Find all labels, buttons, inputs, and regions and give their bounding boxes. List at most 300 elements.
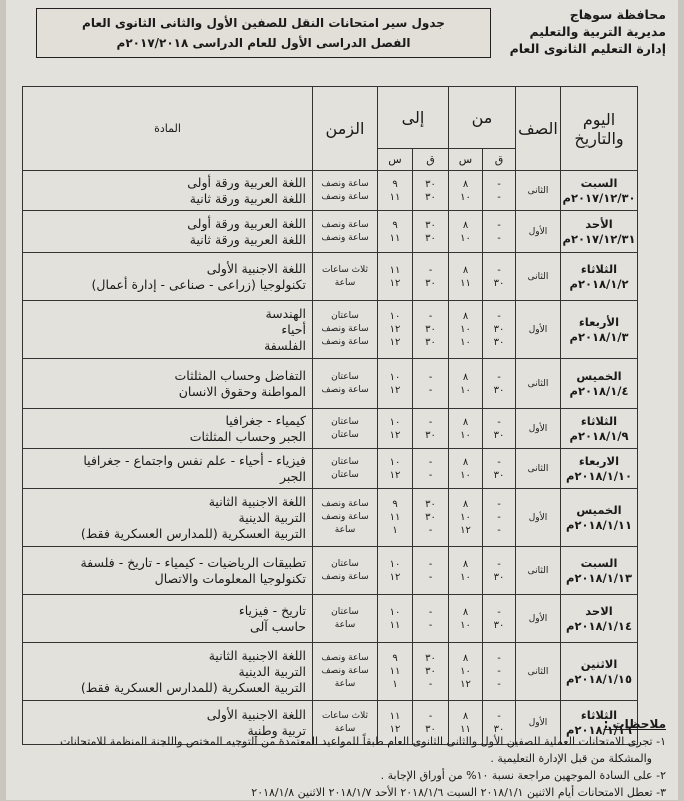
time-value: ٨ bbox=[462, 371, 469, 383]
day-name: السبت bbox=[580, 555, 618, 570]
time-value: ٩ bbox=[392, 499, 398, 510]
from-q-cell bbox=[483, 253, 516, 301]
header-to: إلى bbox=[378, 87, 449, 149]
duration-cell bbox=[313, 449, 378, 489]
from-s-cell bbox=[449, 595, 483, 643]
time-value: ١٢ bbox=[389, 723, 401, 735]
day-name: الاربعاء bbox=[578, 453, 620, 468]
subject-name: فيزياء - أحياء - علم نفس واجتماع - جغرافيا bbox=[83, 452, 306, 468]
subject-cell bbox=[23, 547, 313, 595]
subject-name: تطبيقات الرياضيات - كيمياء - تاريخ - فلسفة bbox=[80, 554, 306, 570]
to-q-cell bbox=[413, 211, 449, 253]
time-value: ٣٠ bbox=[493, 469, 505, 481]
to-q-cell bbox=[413, 409, 449, 449]
to-s-cell bbox=[378, 449, 413, 489]
from-s-cell bbox=[449, 547, 483, 595]
day-date-cell bbox=[561, 489, 638, 547]
to-s-cell bbox=[378, 171, 413, 211]
time-value: ٩ bbox=[392, 178, 398, 190]
duration-cell bbox=[313, 409, 378, 449]
subject-name: تاريخ - فيزياء bbox=[238, 602, 306, 618]
subject-name: الجبر وحساب المثلثات bbox=[189, 428, 306, 444]
grade-cell: الأول bbox=[516, 301, 561, 359]
note-item: ٣- تعطل الامتحانات أيام الاثنين ٢٠١٨/١/١ السبت ٢٠١٨/١/٦ الأحد ٢٠١٨/١/٧ الاثنين ٢٠١٨/١/٨ bbox=[251, 786, 666, 799]
from-q-cell bbox=[483, 171, 516, 211]
grade-cell: الثانى bbox=[516, 449, 561, 489]
time-value: ٣٠ bbox=[493, 723, 505, 735]
day-date-cell bbox=[561, 171, 638, 211]
table-row bbox=[23, 253, 638, 301]
subject-name: التربية العسكرية (للمدارس العسكرية فقط) bbox=[80, 525, 306, 541]
duration: ساعة bbox=[334, 679, 356, 689]
subject-name: اللغة الاجنبية الأولى bbox=[206, 706, 306, 722]
time-value: ١٢ bbox=[389, 469, 401, 481]
exam-date: ٢٠١٨/١/٩م bbox=[569, 428, 629, 443]
time-value: ١٢ bbox=[389, 337, 401, 348]
subject-name: كيمياء - جغرافيا bbox=[225, 412, 306, 428]
from-q-cell bbox=[483, 409, 516, 449]
table-row bbox=[23, 359, 638, 409]
subject-name: تكنولوجيا المعلومات والاتصال bbox=[154, 570, 306, 586]
time-value: ١١ bbox=[460, 723, 471, 735]
time-value: ٣٠ bbox=[425, 723, 436, 735]
from-s-cell bbox=[449, 409, 483, 449]
duration: ساعة ونصف bbox=[321, 232, 369, 243]
subject-name: التفاضل وحساب المثلثات bbox=[174, 367, 306, 383]
subject-name: اللغة العربية ورقة أولى bbox=[187, 174, 306, 190]
from-s-cell bbox=[449, 489, 483, 547]
time-value: ١٠ bbox=[389, 558, 401, 570]
duration: ساعة ونصف bbox=[321, 571, 369, 582]
to-q-cell bbox=[413, 595, 449, 643]
day-name: الثلاثاء bbox=[580, 707, 618, 722]
subject-cell bbox=[23, 595, 313, 643]
from-s-cell bbox=[449, 449, 483, 489]
time-value: - bbox=[497, 666, 501, 677]
time-value: ١٢ bbox=[460, 525, 471, 536]
header-from-q: ق bbox=[483, 149, 516, 171]
directorate-line: مديرية التربية والتعليم bbox=[529, 24, 666, 39]
time-value: ٣٠ bbox=[425, 337, 436, 348]
time-value: ٣٠ bbox=[493, 384, 505, 396]
time-value: - bbox=[497, 178, 501, 190]
from-q-cell bbox=[483, 643, 516, 701]
subject-cell bbox=[23, 643, 313, 701]
header-grade: الصف bbox=[516, 87, 561, 171]
time-value: ١١ bbox=[389, 710, 401, 722]
time-value: - bbox=[428, 710, 433, 722]
time-value: - bbox=[497, 606, 501, 618]
time-value: ٨ bbox=[462, 311, 469, 322]
exam-date: ٢٠١٨/١/١٣م bbox=[566, 570, 632, 585]
time-value: - bbox=[428, 619, 433, 631]
grade-cell: الثانى bbox=[516, 643, 561, 701]
subject-cell bbox=[23, 409, 313, 449]
schedule-table bbox=[22, 86, 638, 745]
time-value: ٣٠ bbox=[493, 337, 505, 348]
time-value: ٨ bbox=[462, 653, 469, 664]
duration: ساعتان bbox=[331, 558, 359, 569]
exam-date: ٢٠١٨/١/١٤م bbox=[566, 618, 632, 633]
time-value: ١٢ bbox=[389, 571, 401, 583]
duration-cell bbox=[313, 643, 378, 701]
to-q-cell bbox=[413, 547, 449, 595]
day-date-cell bbox=[561, 253, 638, 301]
duration: ساعة ونصف bbox=[321, 219, 369, 230]
subject-name: اللغة العربية ورقة ثانية bbox=[189, 231, 306, 247]
duration-cell bbox=[313, 359, 378, 409]
subject-name: الفلسفة bbox=[264, 337, 306, 353]
time-value: ٣٠ bbox=[425, 219, 436, 231]
time-value: - bbox=[497, 191, 501, 203]
subject-name: التربية الدينية bbox=[238, 663, 306, 679]
duration-cell bbox=[313, 489, 378, 547]
day-name: الاحد bbox=[585, 603, 613, 618]
time-value: ١٢ bbox=[389, 277, 401, 289]
from-q-cell bbox=[483, 359, 516, 409]
duration: ساعة bbox=[334, 525, 356, 535]
time-value: ١٠ bbox=[460, 512, 471, 523]
to-s-cell bbox=[378, 211, 413, 253]
time-value: - bbox=[428, 416, 433, 428]
header-from-s: س bbox=[449, 149, 483, 171]
to-s-cell bbox=[378, 643, 413, 701]
time-value: ٣٠ bbox=[493, 429, 505, 441]
subject-name: اللغة الاجنبية الأولى bbox=[206, 260, 306, 276]
notes-heading: ملاحظات : bbox=[603, 717, 666, 731]
day-date-cell bbox=[561, 301, 638, 359]
time-value: ١ bbox=[392, 525, 398, 536]
time-value: - bbox=[497, 499, 501, 510]
time-value: - bbox=[497, 264, 501, 276]
time-value: - bbox=[428, 371, 433, 383]
time-value: ١٠ bbox=[389, 311, 401, 322]
time-value: ١٢ bbox=[389, 384, 401, 396]
time-value: ٣٠ bbox=[493, 571, 505, 583]
subject-name: اللغة العربية ورقة أولى bbox=[187, 215, 306, 231]
time-value: ١١ bbox=[389, 264, 401, 276]
to-q-cell bbox=[413, 643, 449, 701]
time-value: ٣٠ bbox=[425, 191, 436, 203]
from-s-cell bbox=[449, 643, 483, 701]
to-q-cell bbox=[413, 359, 449, 409]
table-row bbox=[23, 595, 638, 643]
time-value: ١٠ bbox=[460, 571, 471, 583]
table-row bbox=[23, 301, 638, 359]
time-value: - bbox=[497, 710, 501, 722]
table-row bbox=[23, 489, 638, 547]
header-to-s: س bbox=[378, 149, 413, 171]
header-time: الزمن bbox=[313, 87, 378, 171]
to-q-cell bbox=[413, 171, 449, 211]
duration: ساعة ونصف bbox=[321, 191, 369, 202]
time-value: ٣٠ bbox=[425, 429, 436, 441]
time-value: ٣٠ bbox=[493, 324, 505, 335]
duration: ساعة ونصف bbox=[321, 384, 369, 395]
day-date-cell bbox=[561, 449, 638, 489]
day-name: الثلاثاء bbox=[580, 413, 618, 428]
duration: ساعة ونصف bbox=[321, 178, 369, 189]
duration: ساعة bbox=[334, 619, 356, 630]
time-value: ٣٠ bbox=[425, 178, 436, 190]
time-value: - bbox=[497, 416, 501, 428]
time-value: - bbox=[428, 469, 433, 481]
duration: ساعة ونصف bbox=[321, 499, 369, 509]
day-name: الثلاثاء bbox=[580, 261, 618, 276]
time-value: ١٢ bbox=[460, 679, 471, 690]
time-value: - bbox=[428, 311, 433, 322]
subject-cell bbox=[23, 449, 313, 489]
from-s-cell bbox=[449, 211, 483, 253]
duration-cell bbox=[313, 211, 378, 253]
notes-section bbox=[16, 716, 666, 801]
time-value: ٣٠ bbox=[425, 653, 436, 664]
title-box bbox=[36, 8, 491, 58]
day-date-cell bbox=[561, 595, 638, 643]
duration: ساعة bbox=[334, 723, 356, 734]
time-value: ١١ bbox=[460, 277, 471, 289]
to-s-cell bbox=[378, 409, 413, 449]
time-value: ١٠ bbox=[389, 606, 401, 618]
from-q-cell bbox=[483, 547, 516, 595]
time-value: ٣٠ bbox=[425, 666, 436, 677]
duration: ثلاث ساعات bbox=[321, 710, 369, 721]
time-value: ٩ bbox=[392, 653, 398, 664]
from-s-cell bbox=[449, 253, 483, 301]
header-to-q: ق bbox=[413, 149, 449, 171]
time-value: ٩ bbox=[392, 219, 398, 231]
time-value: - bbox=[428, 606, 433, 618]
grade-cell: الثانى bbox=[516, 547, 561, 595]
exam-date: ٢٠١٨/١/١٦م bbox=[566, 722, 632, 737]
exam-date: ٢٠١٧/١٢/٣١م bbox=[562, 231, 636, 246]
grade-cell: الثانى bbox=[516, 359, 561, 409]
subject-name: حاسب آلى bbox=[250, 618, 306, 634]
time-value: - bbox=[497, 512, 501, 523]
to-s-cell bbox=[378, 253, 413, 301]
time-value: ١٠ bbox=[460, 666, 471, 677]
duration: ساعتان bbox=[331, 469, 359, 480]
governorate-line: محافظة سوهاج bbox=[569, 7, 666, 22]
time-value: - bbox=[497, 558, 501, 570]
duration: ساعتان bbox=[331, 371, 359, 382]
duration-cell bbox=[313, 171, 378, 211]
duration: ساعتان bbox=[331, 416, 359, 427]
administration-line: إدارة التعليم الثانوى العام bbox=[509, 41, 666, 56]
to-q-cell bbox=[413, 301, 449, 359]
time-value: - bbox=[497, 525, 501, 536]
time-value: ١٠ bbox=[460, 619, 471, 631]
to-q-cell bbox=[413, 449, 449, 489]
page-title: جدول سير امتحانات النقل للصفين الأول والثانى الثانوى العام bbox=[82, 16, 445, 30]
time-value: ٨ bbox=[462, 710, 469, 722]
time-value: - bbox=[428, 558, 433, 570]
time-value: ١٠ bbox=[460, 232, 471, 244]
time-value: - bbox=[497, 371, 501, 383]
duration: ساعتان bbox=[331, 456, 359, 467]
subject-name: الجبر bbox=[279, 468, 306, 484]
time-value: ٣٠ bbox=[425, 512, 436, 523]
to-s-cell bbox=[378, 301, 413, 359]
day-name: الاثنين bbox=[580, 656, 618, 671]
time-value: ١١ bbox=[389, 619, 401, 631]
grade-cell: الأول bbox=[516, 701, 561, 745]
from-q-cell bbox=[483, 301, 516, 359]
exam-date: ٢٠١٨/١/٢م bbox=[569, 276, 629, 291]
day-name: الخميس bbox=[576, 502, 622, 517]
duration: ساعتان bbox=[331, 606, 359, 617]
subject-cell bbox=[23, 171, 313, 211]
time-value: - bbox=[497, 232, 501, 244]
day-date-cell bbox=[561, 211, 638, 253]
time-value: ٣٠ bbox=[493, 619, 505, 631]
time-value: ٨ bbox=[462, 499, 469, 510]
time-value: - bbox=[428, 264, 433, 276]
subject-name: اللغة الاجنبية الثانية bbox=[208, 493, 306, 509]
from-s-cell bbox=[449, 359, 483, 409]
time-value: - bbox=[428, 456, 433, 468]
to-s-cell bbox=[378, 595, 413, 643]
header-day-date: اليوم والتاريخ bbox=[561, 87, 638, 171]
time-value: ١١ bbox=[389, 232, 401, 244]
time-value: ١٠ bbox=[460, 337, 471, 348]
duration-cell bbox=[313, 595, 378, 643]
exam-date: ٢٠١٨/١/١٠م bbox=[566, 468, 632, 483]
time-value: ٨ bbox=[462, 264, 469, 276]
grade-cell: الأول bbox=[516, 211, 561, 253]
subject-name: اللغة الاجنبية الثانية bbox=[208, 647, 306, 663]
exam-schedule-page bbox=[6, 0, 678, 800]
subject-cell bbox=[23, 253, 313, 301]
schedule-body bbox=[23, 171, 638, 745]
exam-date: ٢٠١٨/١/٣م bbox=[569, 329, 629, 344]
time-value: - bbox=[497, 456, 501, 468]
duration: ساعة bbox=[334, 277, 356, 288]
day-date-cell bbox=[561, 409, 638, 449]
day-name: الخميس bbox=[576, 368, 622, 383]
subject-name: اللغة العربية ورقة ثانية bbox=[189, 190, 306, 206]
day-name: الأربعاء bbox=[578, 314, 620, 329]
header-from: من bbox=[449, 87, 516, 149]
duration: ساعتان bbox=[331, 429, 359, 440]
time-value: - bbox=[428, 679, 433, 690]
time-value: - bbox=[497, 679, 501, 690]
duration: ساعة ونصف bbox=[321, 337, 369, 347]
table-row bbox=[23, 171, 638, 211]
subject-name: تكنولوجيا (زراعى - صناعى - إدارة أعمال) bbox=[91, 276, 306, 292]
day-date-cell bbox=[561, 643, 638, 701]
from-q-cell bbox=[483, 489, 516, 547]
header-subject: المادة bbox=[23, 87, 313, 171]
exam-date: ٢٠١٨/١/٤م bbox=[569, 383, 629, 398]
time-value: ٨ bbox=[462, 558, 469, 570]
duration: ثلاث ساعات bbox=[321, 264, 369, 275]
time-value: ٨ bbox=[462, 219, 469, 231]
duration: ساعة ونصف bbox=[321, 324, 369, 334]
table-row bbox=[23, 211, 638, 253]
time-value: - bbox=[497, 311, 501, 322]
table-row bbox=[23, 643, 638, 701]
time-value: ٣٠ bbox=[425, 499, 436, 510]
grade-cell: الثانى bbox=[516, 253, 561, 301]
time-value: ١٠ bbox=[389, 456, 401, 468]
to-q-cell bbox=[413, 253, 449, 301]
table-row bbox=[23, 547, 638, 595]
time-value: ٨ bbox=[462, 416, 469, 428]
subject-name: التربية العسكرية (للمدارس العسكرية فقط) bbox=[80, 679, 306, 695]
time-value: ١٠ bbox=[460, 384, 471, 396]
exam-date: ٢٠١٧/١٢/٣٠م bbox=[562, 190, 636, 205]
time-value: ١ bbox=[392, 679, 398, 690]
to-q-cell bbox=[413, 489, 449, 547]
subject-name: الهندسة bbox=[265, 305, 306, 321]
time-value: - bbox=[497, 653, 501, 664]
from-q-cell bbox=[483, 449, 516, 489]
to-s-cell bbox=[378, 547, 413, 595]
time-value: - bbox=[428, 571, 433, 583]
time-value: ١١ bbox=[389, 191, 401, 203]
note-item: ٢- على السادة الموجهين مراجعة نسبة ١٠% من أوراق الإجابة . bbox=[380, 769, 666, 782]
time-value: ١١ bbox=[389, 512, 401, 523]
day-date-cell bbox=[561, 359, 638, 409]
duration-cell bbox=[313, 253, 378, 301]
time-value: - bbox=[497, 219, 501, 231]
time-value: ١١ bbox=[389, 666, 401, 677]
from-q-cell bbox=[483, 211, 516, 253]
from-s-cell bbox=[449, 301, 483, 359]
day-name: السبت bbox=[580, 175, 618, 190]
from-q-cell bbox=[483, 595, 516, 643]
time-value: ١٠ bbox=[389, 371, 401, 383]
subject-cell bbox=[23, 301, 313, 359]
grade-cell: الأول bbox=[516, 595, 561, 643]
day-date-cell bbox=[561, 547, 638, 595]
from-s-cell bbox=[449, 171, 483, 211]
subject-cell bbox=[23, 489, 313, 547]
time-value: ١٠ bbox=[460, 429, 471, 441]
time-value: ١٠ bbox=[460, 191, 471, 203]
duration-cell bbox=[313, 547, 378, 595]
duration-cell bbox=[313, 301, 378, 359]
to-s-cell bbox=[378, 489, 413, 547]
grade-cell: الأول bbox=[516, 409, 561, 449]
subject-name: أحياء bbox=[281, 321, 306, 337]
time-value: ١٢ bbox=[389, 429, 401, 441]
day-name: الأحد bbox=[585, 216, 613, 231]
note-item: والمشكلة من قبل الإدارة التعليمية . bbox=[490, 752, 652, 765]
duration: ساعتان bbox=[331, 311, 359, 321]
duration: ساعة ونصف bbox=[321, 653, 369, 663]
time-value: ٣٠ bbox=[493, 277, 505, 289]
note-item: ١- تجرى الامتحانات العملية للصفين الأول والثانى الثانوى العام طبقاً للمواعيد المعتمدة من التوجيه المختص واللجنة المنظمة للامتحانات bbox=[60, 735, 666, 748]
time-value: ١٢ bbox=[389, 324, 401, 335]
time-value: ١٠ bbox=[389, 416, 401, 428]
time-value: ٨ bbox=[462, 178, 469, 190]
page-subtitle: الفصل الدراسى الأول للعام الدراسى ٢٠١٧/٢٠١٨م bbox=[116, 36, 411, 50]
subject-name: التربية الدينية bbox=[238, 509, 306, 525]
time-value: ٣٠ bbox=[425, 324, 436, 335]
subject-cell bbox=[23, 211, 313, 253]
duration: ساعة ونصف bbox=[321, 666, 369, 676]
time-value: ١٠ bbox=[460, 324, 471, 335]
subject-name: تربية وطنية bbox=[247, 722, 306, 738]
ministry-header bbox=[496, 6, 666, 57]
time-value: ٨ bbox=[462, 456, 469, 468]
time-value: ٣٠ bbox=[425, 277, 436, 289]
exam-date: ٢٠١٨/١/١١م bbox=[566, 517, 632, 532]
table-row bbox=[23, 409, 638, 449]
time-value: - bbox=[428, 384, 433, 396]
